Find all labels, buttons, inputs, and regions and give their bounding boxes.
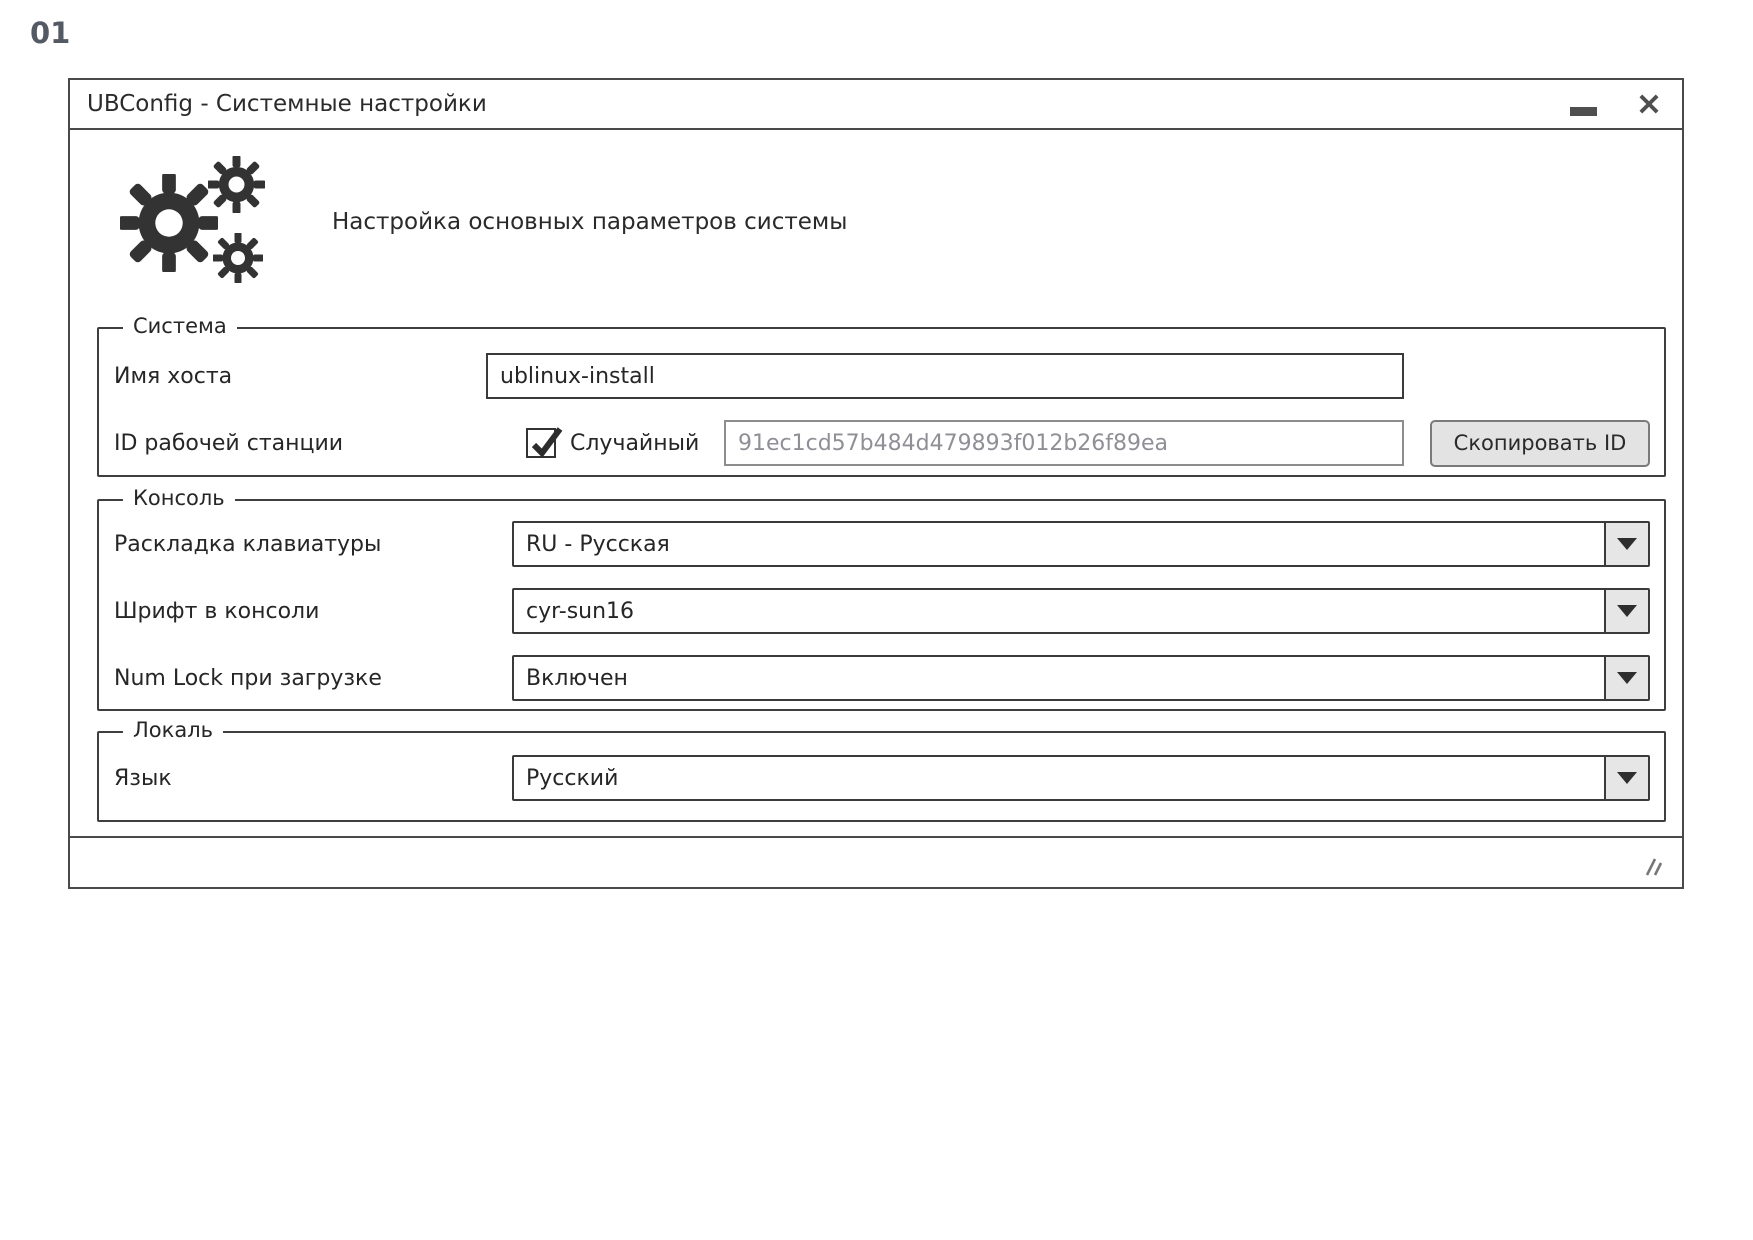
chevron-down-icon xyxy=(1617,605,1637,617)
console-font-row xyxy=(114,588,1650,634)
console-font-label: Шрифт в консоли xyxy=(114,598,320,624)
random-checkbox-group xyxy=(526,428,710,458)
console-font-select[interactable] xyxy=(512,588,1650,634)
station-id-label: ID рабочей станции xyxy=(114,430,344,456)
resize-grip-icon[interactable] xyxy=(1640,854,1666,878)
random-checkbox-label: Случайный xyxy=(570,430,700,456)
dialog-subtitle: Настройка основных параметров системы xyxy=(332,209,848,235)
title-bar[interactable] xyxy=(70,80,1682,130)
dialog-header xyxy=(120,156,1682,288)
language-row xyxy=(114,755,1650,801)
chevron-down-icon xyxy=(1617,538,1637,550)
dropdown-button[interactable] xyxy=(1604,757,1648,799)
station-id-input[interactable] xyxy=(724,420,1404,466)
dialog-content xyxy=(70,130,1682,836)
language-label: Язык xyxy=(114,765,172,791)
group-console xyxy=(97,486,1666,711)
figure-label: 01 xyxy=(30,16,71,50)
dropdown-button[interactable] xyxy=(1604,657,1648,699)
app-window xyxy=(68,78,1684,889)
group-locale-legend: Локаль xyxy=(123,718,223,742)
keyboard-layout-select[interactable] xyxy=(512,521,1650,567)
random-checkbox[interactable] xyxy=(526,428,556,458)
chevron-down-icon xyxy=(1617,672,1637,684)
chevron-down-icon xyxy=(1617,772,1637,784)
dropdown-button[interactable] xyxy=(1604,590,1648,632)
hostname-row xyxy=(114,353,1650,399)
numlock-value: Включен xyxy=(526,665,628,691)
group-console-legend: Консоль xyxy=(123,486,235,510)
gears-icon xyxy=(120,156,270,288)
language-value: Русский xyxy=(526,765,619,791)
status-bar xyxy=(70,836,1682,887)
keyboard-layout-label: Раскладка клавиатуры xyxy=(114,531,382,557)
numlock-row xyxy=(114,655,1650,701)
dropdown-button[interactable] xyxy=(1604,523,1648,565)
numlock-label: Num Lock при загрузке xyxy=(114,665,382,691)
numlock-select[interactable] xyxy=(512,655,1650,701)
keyboard-layout-value: RU - Русская xyxy=(526,531,670,557)
close-button[interactable] xyxy=(1635,91,1662,118)
language-select[interactable] xyxy=(512,755,1650,801)
hostname-input[interactable] xyxy=(486,353,1404,399)
checkmark-icon xyxy=(529,419,565,459)
keyboard-layout-row xyxy=(114,521,1650,567)
group-system-legend: Система xyxy=(123,314,237,338)
group-system xyxy=(97,314,1666,477)
window-title: UBConfig - Системные настройки xyxy=(87,91,487,117)
close-icon xyxy=(1636,91,1662,117)
station-id-row xyxy=(114,420,1650,466)
copy-id-button[interactable]: Скопировать ID xyxy=(1430,420,1650,467)
minimize-icon[interactable] xyxy=(1570,107,1597,116)
group-locale xyxy=(97,718,1666,822)
hostname-label: Имя хоста xyxy=(114,363,233,389)
console-font-value: cyr-sun16 xyxy=(526,598,635,624)
